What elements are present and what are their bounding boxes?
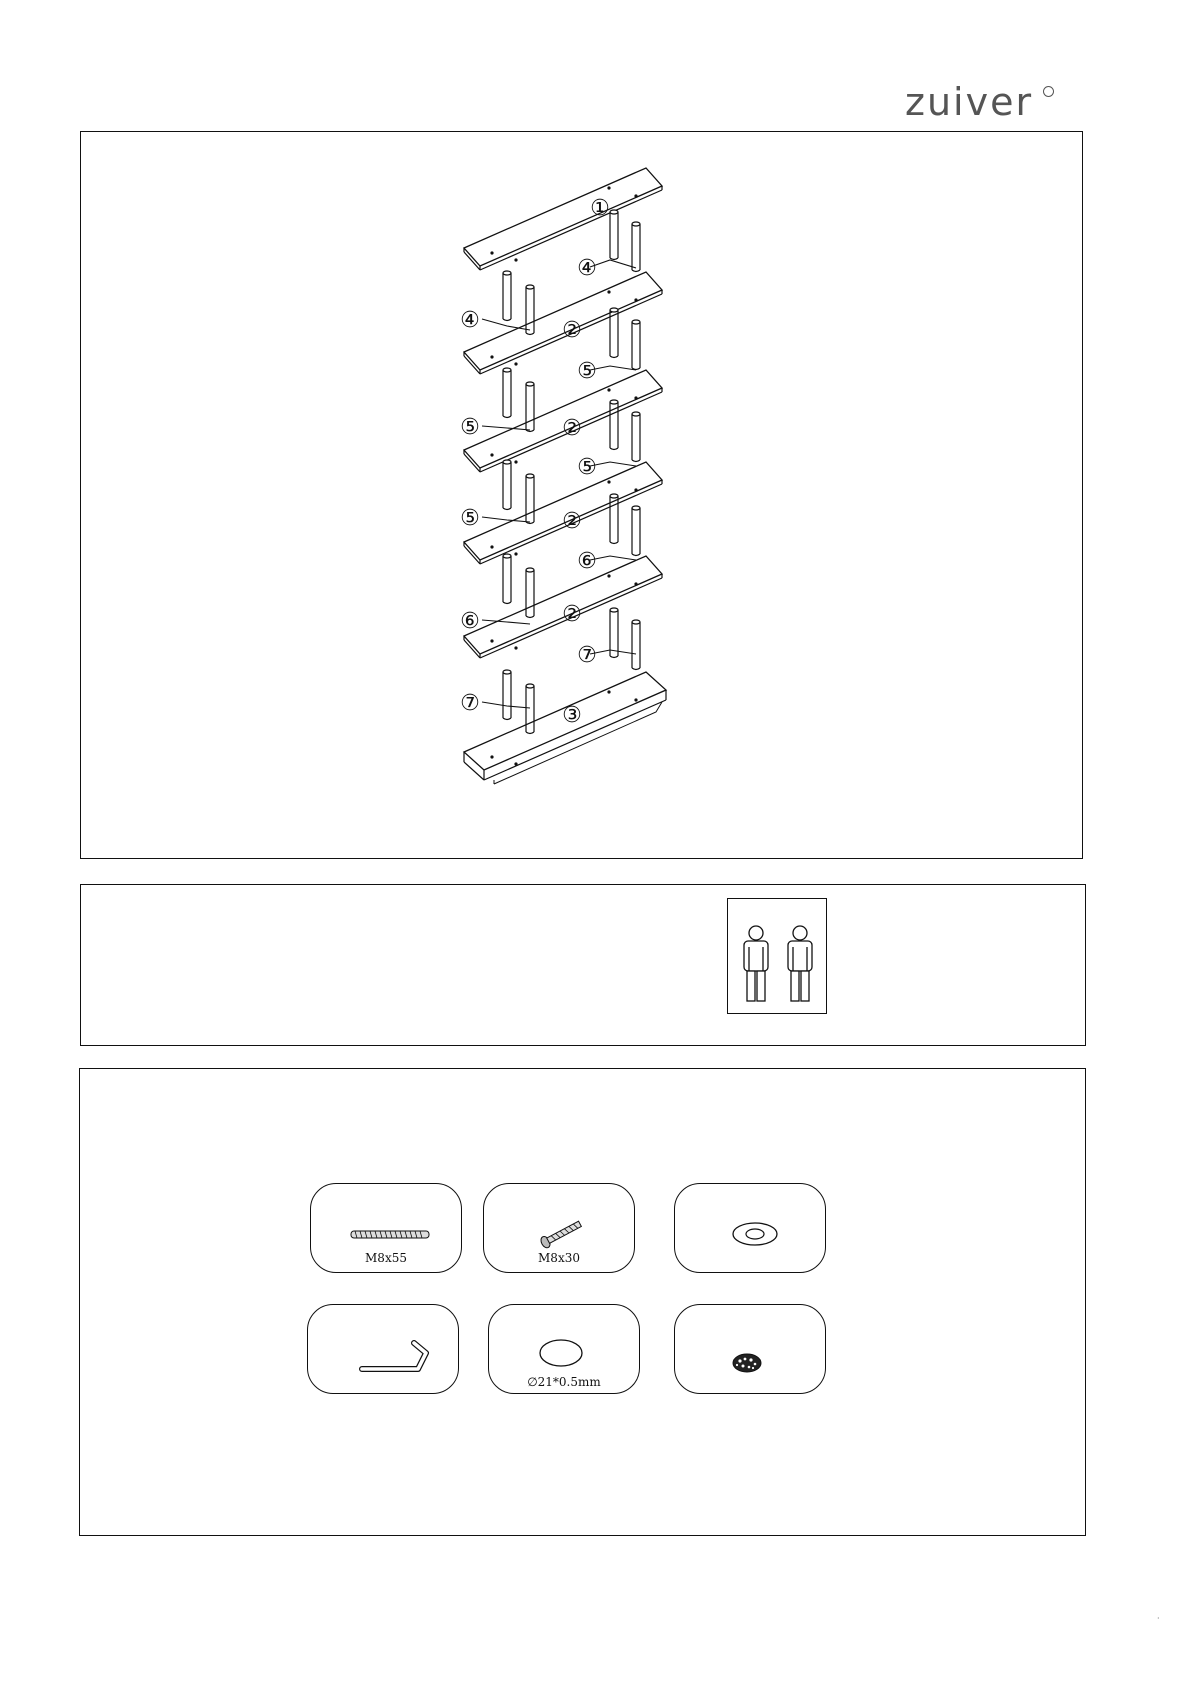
allen-key-icon [308, 1305, 460, 1395]
hardware-label-1: M8x55 [365, 1251, 407, 1265]
shelf-number-2d: ② [562, 602, 582, 627]
brand-logo: zuiver [905, 80, 1034, 124]
shelf-number-3: ③ [562, 703, 582, 728]
page-mark: · [1157, 1614, 1160, 1623]
hardware-item-bolt [483, 1183, 635, 1273]
cap-icon [675, 1305, 827, 1395]
leg-callout-row3-left: ⑤ [460, 415, 480, 440]
shelf-number-2b: ② [562, 416, 582, 441]
shelf-number-1: ① [590, 196, 610, 221]
leg-callout-row6-left: ⑦ [460, 691, 480, 716]
hardware-item-allen-key [307, 1304, 459, 1394]
brand-logo-mark [1043, 86, 1054, 97]
shelf-number-2a: ② [562, 318, 582, 343]
hardware-item-felt-pad [488, 1304, 640, 1394]
hardware-panel [79, 1068, 1086, 1536]
shelf-number-2c: ② [562, 509, 582, 534]
leg-callout-row2-right: ⑤ [577, 359, 597, 384]
hardware-label-5: ∅21*0.5mm [527, 1375, 601, 1389]
legs-row-1 [610, 210, 640, 272]
hardware-item-threaded-rod [310, 1183, 462, 1273]
leg-callout-row5-right: ⑦ [577, 643, 597, 668]
leg-callout-row5-left: ⑥ [460, 609, 480, 634]
exploded-shelf-diagram [450, 160, 690, 800]
washer-icon [675, 1184, 827, 1274]
leg-callout-row2-left: ④ [460, 308, 480, 333]
leg-callout-row4-right: ⑥ [577, 549, 597, 574]
leg-callout-row4-left: ⑤ [460, 506, 480, 531]
hardware-label-2: M8x30 [538, 1251, 580, 1265]
base-board [464, 672, 666, 784]
hardware-item-washer [674, 1183, 826, 1273]
assembly-note-panel [80, 884, 1086, 1046]
leg-callout-row1-right: ④ [577, 256, 597, 281]
leg-callout-row3-right: ⑤ [577, 455, 597, 480]
hardware-item-cap [674, 1304, 826, 1394]
two-persons-icon [727, 898, 827, 1014]
